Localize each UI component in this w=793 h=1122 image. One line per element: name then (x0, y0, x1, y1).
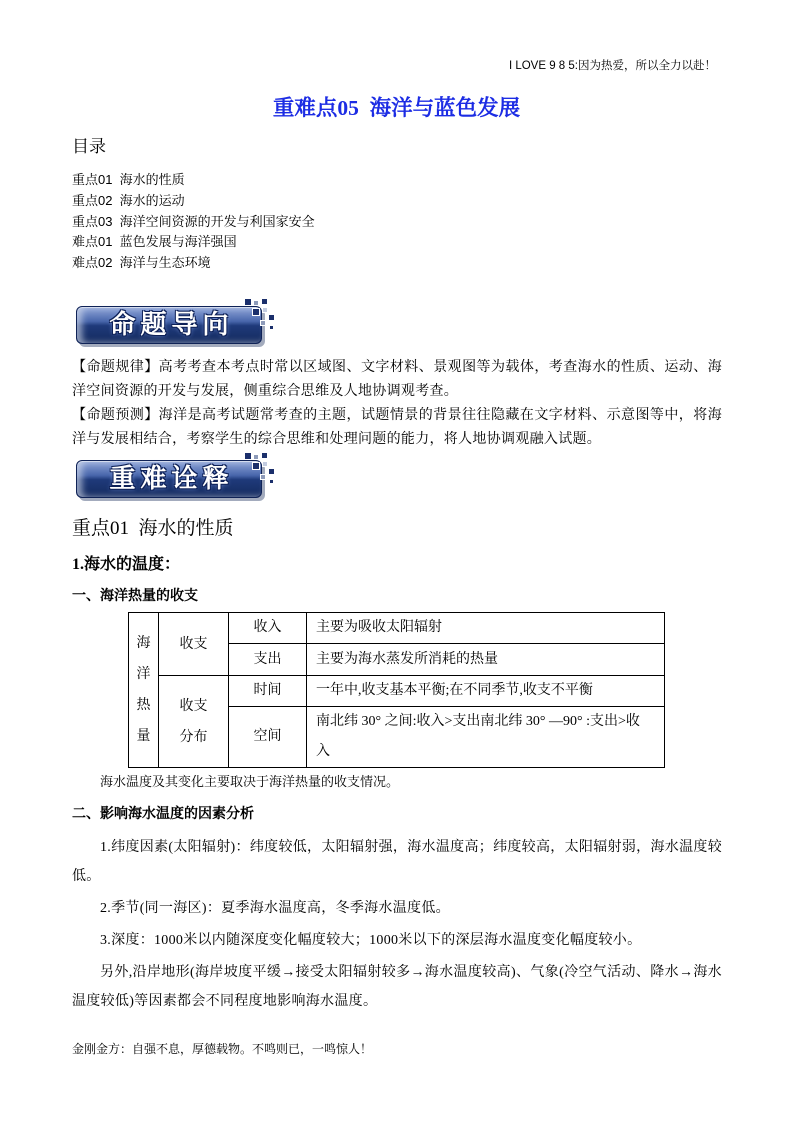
item-label-cell: 收入 (229, 613, 307, 644)
item-label-cell: 空间 (229, 707, 307, 768)
toc-item: 重点02 海水的运动 (72, 192, 185, 208)
banner-title: 重难诠释 (109, 464, 234, 494)
item-value-cell: 南北纬 30° 之间:收入>支出南北纬 30° —90° :支出>收入 (307, 707, 665, 768)
item-value-cell: 主要为海水蒸发所消耗的热量 (307, 644, 665, 676)
factors-heading: 二、影响海水温度的因素分析 (72, 807, 254, 822)
toc-item: 难点02 海洋与生态环境 (72, 255, 211, 271)
item-label-cell: 时间 (229, 676, 307, 707)
factor-item: 另外,沿岸地形(海岸坡度平缓→接受太阳辐射较多→海水温度较高)、气象(冷空气活动、降水→海水温度较低)等因素都会不同程度地影响海水温度。 (72, 965, 722, 1009)
explanation-banner (76, 452, 276, 504)
factor-item: 3.深度：1000米以内随深度变化幅度较大；1000米以下的深层海水温度变化幅度较小。 (100, 933, 642, 948)
toc-item: 重点01 海水的性质 (72, 172, 185, 187)
exam-guidance (72, 356, 722, 452)
heat-budget-note: 海水温度及其变化主要取决于海洋热量的收支情况。 (100, 774, 400, 789)
banner-body (76, 306, 262, 344)
group-label: 收支 (179, 636, 208, 652)
group-label-cell (159, 676, 229, 768)
group-label-cell (159, 613, 229, 676)
corner-squares-decoration-icon (242, 298, 276, 334)
table-row (129, 613, 665, 644)
heat-budget-heading: 一、海洋热量的收支 (72, 589, 198, 604)
banner-body (76, 460, 262, 498)
factor-item: 1.纬度因素(太阳辐射)：纬度较低，太阳辐射强，海水温度高；纬度较高，太阳辐射弱，海水温度较低。 (72, 840, 722, 884)
guidance-banner (76, 298, 276, 350)
table-row (129, 676, 665, 707)
row-header-label: 海洋热量 (136, 636, 151, 744)
item-value-cell: 主要为吸收太阳辐射 (307, 613, 665, 644)
document-title: 重难点05 海洋与蓝色发展 (272, 96, 521, 120)
factor-list (72, 833, 722, 1019)
item-value-cell: 一年中,收支基本平衡;在不同季节,收支不平衡 (307, 676, 665, 707)
exam-rule-paragraph: 【命题规律】高考考查本考点时常以区域图、文字材料、景观图等为载体，考查海水的性质、运动、海洋空间资源的开发与发展，侧重综合思维及人地协调观考查。 (72, 360, 722, 399)
group-label: 收支分布 (179, 698, 208, 745)
section-heading: 重点01 海水的性质 (72, 518, 234, 539)
toc-item: 难点01 蓝色发展与海洋强国 (72, 234, 237, 250)
corner-squares-decoration-icon (242, 452, 276, 488)
factor-item: 2.季节(同一海区)：夏季海水温度高，冬季海水温度低。 (100, 901, 450, 916)
toc-heading: 目录 (72, 137, 106, 156)
row-header-cell (129, 613, 159, 768)
footer-motto: 金刚金方：自强不息，厚德载物。不鸣则已，一鸣惊人！ (72, 1042, 373, 1056)
banner-title: 命题导向 (109, 310, 234, 340)
heat-budget-table (128, 612, 665, 768)
toc-item: 重点03 海洋空间资源的开发与利国家安全 (72, 213, 315, 229)
item-label-cell: 支出 (229, 644, 307, 676)
exam-prediction-paragraph: 【命题预测】海洋是高考试题常考查的主题，试题情景的背景往往隐藏在文字材料、示意图等中，将海洋与发展相结合，考察学生的综合思维和处理问题的能力，将人地协调观融入试题。 (72, 408, 722, 447)
table-of-contents (72, 170, 315, 274)
topic-heading: 1.海水的温度： (72, 556, 181, 573)
header-motto: I LOVE 9 8 5:因为热爱，所以全力以赴！ (508, 60, 716, 72)
